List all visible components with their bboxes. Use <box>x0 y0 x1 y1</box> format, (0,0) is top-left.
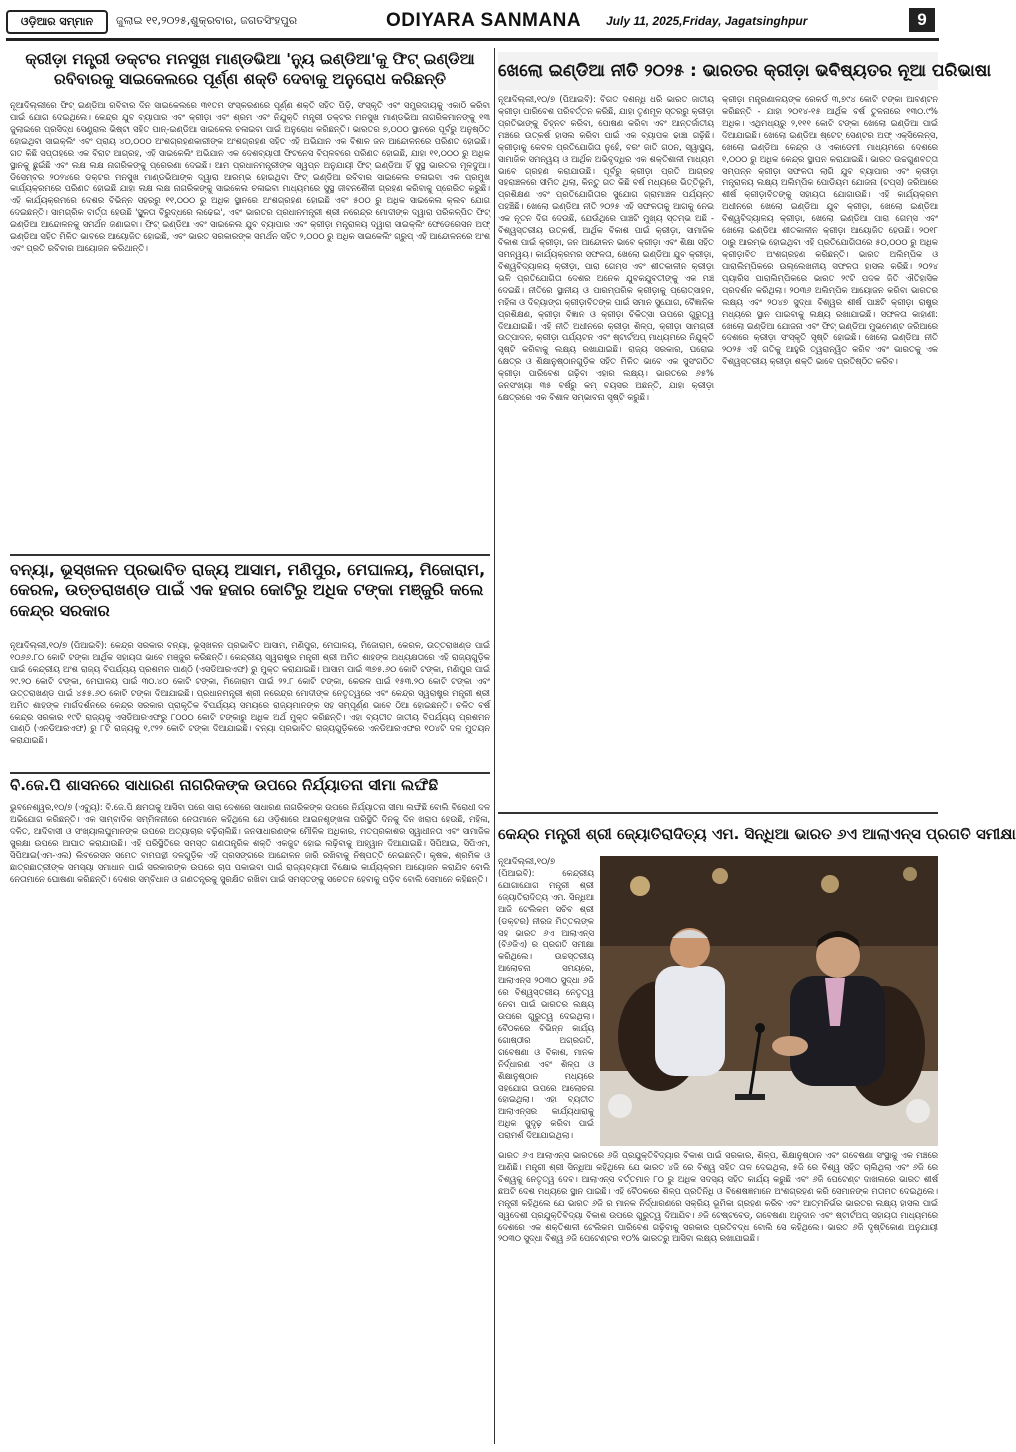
paper-logo: ଓଡ଼ିଆର ସମ୍ମାନ <box>6 10 108 34</box>
fit-india-body: ନୂଆଦିଲ୍ଲୀରେ ଫିଟ୍ ଇଣ୍ଡିଆ ରବିବାର ଦିନ ସାଇକେଲରେ ୩୧ତମ ସଂସ୍କରଣରେ ପୂର୍ଣ୍ଣ ଶକ୍ତି ସହିତ ପିଡ଼ି, ସଂସ୍କୃତି ଏବଂ ସମ୍ପ୍ରଦାୟକୁ ଏକାଠି କରିବା ପାଇଁ ଯୋଗ ଦେଇଥିଲେ। କେନ୍ଦ୍ର ଯୁବ ବ୍ୟାପାର ଏବଂ କ୍ରୀଡ଼ା ଏବଂ ଶ୍ରମ ଏବଂ ନିଯୁକ୍ତି ମନ୍ତ୍ରୀ ଡକ୍ଟର ମନସୁଖ ମାଣ୍ଡଭିଆ ନାଗରିକମାନଙ୍କୁ ୧୩ ଜୁଲାଇରେ ପ୍ରସିଦ୍ଧ ସେଣ୍ଟ୍ରାଲ ଭିଷ୍ଟା ସହିତ ପାନ୍-ଇଣ୍ଡିଆ ସାଇକେଲ ଚଳାଇବା ପାଇଁ ଅନୁରୋଧ କରିଛନ୍ତି। ଭାରତର ୭,୦୦୦ ସ୍ଥାନରେ ପୂର୍ବରୁ ଅନୁଷ୍ଠିତ ହୋଇଥିବା ସାଇକ୍ଲିଂ ଏବଂ ପ୍ରାୟ ୪୦,୦୦୦ ଅଂଶଗ୍ରହଣକାରୀଙ୍କ ଅଂଶଗ୍ରହଣ ସହିତ ଏହି ଅଭିଯାନ ଏକ ବିଶାଳ ଜନ ଆନ୍ଦୋଳନରେ ପରିଣତ ହୋଇଛି। ଗତ କିଛି ସପ୍ତାହରେ ଏକ ବିରାଟ ଆଗ୍ରହ, ଏହି ସାଇକେଲିଂ ଅଭିଯାନ ଏକ ଦେଶବ୍ୟାପୀ ଫିଟନେସ ବିପ୍ଳବରେ ପରିଣତ ହୋଇଛି, ଯାହା ୧୧,୦୦୦ ରୁ ଅଧିକ ସ୍ଥାନକୁ ଛୁଇଁଛି ଏବଂ ଲକ୍ଷ ଲକ୍ଷ ନାଗରିକଙ୍କୁ ପ୍ରେରଣା ଦେଇଛି। ଆମ ପ୍ରଧାନମନ୍ତ୍ରୀଙ୍କ ସ୍ୱପ୍ନ ଅନୁଯାୟୀ ଫିଟ୍ ଇଣ୍ଡିଆ ହିଁ ସୁସ୍ଥ ଭାରତର ମୂଳଦୁଆ। ଡିସେମ୍ବର ୨୦୨୪ରେ ଡକ୍ଟର ମନସୁଖ ମାଣ୍ଡଭିଆଙ୍କ ଦ୍ୱାରା ଆରମ୍ଭ ହୋଇଥିବା ଫିଟ୍ ଇଣ୍ଡିଆ ରବିବାର ସାଇକେଲ ଚଳାଇବା ଏକ ପ୍ରମୁଖ କାର୍ଯ୍ୟକ୍ରମରେ ପରିଣତ ହୋଇଛି ଯାହା ଲକ୍ଷ ଲକ୍ଷ ନାଗରିକଙ୍କୁ ସାଇକେଲ ଚଳାଇବା ମାଧ୍ୟମରେ ସୁସ୍ଥ ଜୀବନଶୈଳୀ ଗ୍ରହଣ କରିବାକୁ ପ୍ରେରିତ କରୁଛି। ଏହି କାର୍ଯ୍ୟକ୍ରମରେ ଦେଶର ବିଭିନ୍ନ ସହରରୁ ୧୧,୦୦୦ ରୁ ଅଧିକ ସ୍ଥାନରେ ଅଂଶଗ୍ରହଣ ହୋଇଛି ଏବଂ ୫୦୦ ରୁ ଅଧିକ ସାଇକେଲ କ୍ଲବ ଯୋଗ ଦେଇଛନ୍ତି। ସାମଗ୍ରିକ ବାର୍ତ୍ତା ହେଉଛି 'ସ୍ଥୂଳତା ବିରୁଦ୍ଧରେ ଲଢେଇ', ଏବଂ ଭାରତର ପ୍ରଧାନମନ୍ତ୍ରୀ ଶ୍ରୀ ନରେନ୍ଦ୍ର ମୋଦୀଙ୍କ ଦ୍ୱାରା ପରିକଳ୍ପିତ ଫିଟ୍ ଇଣ୍ଡିଆ ଆନ୍ଦୋଳନକୁ ସମର୍ଥନ ଜଣାଇବା। ଫିଟ୍ ଇଣ୍ଡିଆ ଏବଂ ସାଇକେଲ ଯୁବ ବ୍ୟାପାର ଏବଂ କ୍ରୀଡ଼ା ମନ୍ତ୍ରାଳୟ ଦ୍ୱାରା ସାଇକ୍ଲିଂ ଫେଡେରେସନ ଅଫ୍ ଇଣ୍ଡିଆ ସହିତ ମିଳିତ ଭାବରେ ଆୟୋଜିତ ହୋଇଛି, ଏବଂ ଭାରତ ସରକାରଙ୍କ ସମର୍ଥନ ସହିତ ୨,୦୦୦ ରୁ ଅଧିକ ସାଇକେଲିଂ ଗ୍ରୁପ୍ ଏହି ଆନ୍ଦୋଳନରେ ଅଂଶ ଏବଂ ପ୍ରତି ରବିବାର ଆୟୋଜନ କରିଥାନ୍ତି। <box>10 100 490 254</box>
date-odia: ଜୁଲାଇ ୧୧,୨୦୨୫,ଶୁକ୍ରବାର, ଜଗତସିଂହପୁର <box>116 14 298 27</box>
column-rule <box>494 48 495 1444</box>
scindia-bottom <box>498 1150 938 1444</box>
khelo-india-col-right <box>722 94 938 784</box>
masthead <box>6 8 939 41</box>
khelo-india-headline-box <box>498 52 992 90</box>
khelo-india-col-left <box>498 94 714 784</box>
scindia-headline-box <box>498 818 1016 850</box>
scindia-side-col <box>498 856 594 1146</box>
story-flood-relief <box>10 560 490 770</box>
page-number: 9 <box>909 8 935 32</box>
bjp-headline: ବି.ଜେ.ପି ଶାସନରେ ସାଧାରଣ ନାଗରିକଙ୍କ ଉପରେ ନିର୍ଯ୍ୟାତନା ସୀମା ଲଙ୍ଘିଛି <box>10 776 439 794</box>
divider <box>498 812 938 814</box>
story-fit-india <box>10 50 490 550</box>
khelo-india-body-left: ନୂଆଦିଲ୍ଲୀ,୧୦/୭ (ପିଆଇବି): ବିଗତ ଦଶନ୍ଧି ଧରି ଭାରତ ଜାତୀୟ କ୍ରୀଡ଼ା ପାରିବେଶ ପରିବର୍ତ୍ତନ କରିଛି, ଯାହା ତୃଣମୂଳ ସ୍ତରରୁ କ୍ରୀଡ଼ା ପ୍ରତିଭାଙ୍କୁ ଚିହ୍ନଟ କରିବା, ପୋଷଣ କରିବା ଏବଂ ଆନ୍ତର୍ଜାତୀୟ ମଞ୍ଚରେ ଉତ୍କର୍ଷ ହାସଲ କରିବା ପାଇଁ ଏକ ବ୍ୟାପକ ଢାଞ୍ଚା ଗଢ଼ିଛି। କ୍ରୀଡ଼ାକୁ କେବଳ ପ୍ରତିଯୋଗିତା ନୁହେଁ, ବରଂ ଜାତି ଗଠନ, ସ୍ୱାସ୍ଥ୍ୟ, ସାମାଜିକ ସମନ୍ୱୟ ଓ ଆର୍ଥିକ ଅଭିବୃଦ୍ଧିର ଏକ ଶକ୍ତିଶାଳୀ ମାଧ୍ୟମ ଭାବେ ଗ୍ରହଣ କରାଯାଉଛି। ପୂର୍ବରୁ କ୍ରୀଡ଼ା ପ୍ରତି ଆଗ୍ରହ ସହରାଞ୍ଚଳରେ ସୀମିତ ଥିଲା, କିନ୍ତୁ ଗତ କିଛି ବର୍ଷ ମଧ୍ୟରେ ଭିତ୍ତିଭୂମି, ପ୍ରଶିକ୍ଷଣ ଏବଂ ପ୍ରତିଯୋଗିତାର ସୁଯୋଗ ଗ୍ରାମାଞ୍ଚଳ ପର୍ଯ୍ୟନ୍ତ ପହଞ୍ଚିଛି। ଖେଲୋ ଇଣ୍ଡିଆ ନୀତି ୨୦୨୫ ଏହି ସଫଳତାକୁ ଆଗକୁ ନେଇ ଏକ ନୂତନ ଦିଗ ଦେଉଛି, ଯେଉଁଥିରେ ପାଞ୍ଚଟି ମୁଖ୍ୟ ସ୍ତମ୍ଭ ଅଛି - ବିଶ୍ୱସ୍ତରୀୟ ଉତ୍କର୍ଷ, ଆର୍ଥିକ ବିକାଶ ପାଇଁ କ୍ରୀଡ଼ା, ସାମାଜିକ ବିକାଶ ପାଇଁ କ୍ରୀଡ଼ା, ଜନ ଆନ୍ଦୋଳନ ଭାବେ କ୍ରୀଡ଼ା ଏବଂ ଶିକ୍ଷା ସହିତ ସମନ୍ୱୟ। କାର୍ଯ୍ୟକ୍ରମର ସଫଳତା, ଖେଲୋ ଇଣ୍ଡିଆ ଯୁବ କ୍ରୀଡ଼ା, ବିଶ୍ୱବିଦ୍ୟାଳୟ କ୍ରୀଡ଼ା, ପାରା ଗେମ୍ସ ଏବଂ ଶୀତକାଳୀନ କ୍ରୀଡ଼ା ଭଳି ପ୍ରତିଯୋଗିତା ଦେଶର ଅନେକ ଯୁବକଯୁବତୀଙ୍କୁ ଏକ ମଞ୍ଚ ଦେଇଛି। ନୀତିରେ ସ୍ଥାନୀୟ ଓ ପାରମ୍ପରିକ କ୍ରୀଡ଼ାକୁ ପ୍ରୋତ୍ସାହନ, ମହିଳା ଓ ଦିବ୍ୟାଙ୍ଗ କ୍ରୀଡ଼ାବିତଙ୍କ ପାଇଁ ସମାନ ସୁଯୋଗ, ବୈଜ୍ଞାନିକ ପ୍ରଶିକ୍ଷଣ, କ୍ରୀଡ଼ା ବିଜ୍ଞାନ ଓ କ୍ରୀଡ଼ା ଚିକିତ୍ସା ଉପରେ ଗୁରୁତ୍ୱ ଦିଆଯାଇଛି। ଏହି ନୀତି ଅଧୀନରେ କ୍ରୀଡ଼ା ଶିଳ୍ପ, କ୍ରୀଡ଼ା ସାମଗ୍ରୀ ଉତ୍ପାଦନ, କ୍ରୀଡ଼ା ପର୍ଯ୍ୟଟନ ଏବଂ ଷ୍ଟାର୍ଟଅପ୍ ମାଧ୍ୟମରେ ନିଯୁକ୍ତି ସୃଷ୍ଟି କରିବାକୁ ଲକ୍ଷ୍ୟ ରଖାଯାଇଛି। ରାଜ୍ୟ ସରକାର, ଘରୋଇ କ୍ଷେତ୍ର ଓ ଶିକ୍ଷାନୁଷ୍ଠାନଗୁଡ଼ିକ ସହିତ ମିଳିତ ଭାବେ ଏକ ସୁସଂଗଠିତ କ୍ରୀଡ଼ା ପାରିବେଶ ଗଢ଼ିବା ଏହାର ଲକ୍ଷ୍ୟ। ଭାରତରେ ୬୫% ଜନସଂଖ୍ୟା ୩୫ ବର୍ଷରୁ କମ୍ ବୟସର ଅଛନ୍ତି, ଯାହା କ୍ରୀଡ଼ା କ୍ଷେତ୍ରରେ ଏକ ବିଶାଳ ସମ୍ଭାବନା ସୃଷ୍ଟି କରୁଛି। <box>498 94 714 403</box>
meeting-photo-art <box>600 856 938 1146</box>
divider <box>10 554 490 556</box>
flood-relief-body: ନୂଆଦିଲ୍ଲୀ,୧୦/୭ (ପିଆଇବି): କେନ୍ଦ୍ର ସରକାର ବନ୍ୟା, ଭୂସ୍ଖଳନ ପ୍ରଭାବିତ ଆସାମ, ମଣିପୁର, ମେଘାଳୟ, ମିଜୋରାମ, କେରଳ, ଉତ୍ତରାଖଣ୍ଡ ପାଇଁ ୧୦୬୬.୮୦ କୋଟି ଟଙ୍କା ଆର୍ଥିକ ସହାୟତା ଭାବେ ମଞ୍ଜୁର କରିଛନ୍ତି। କେନ୍ଦ୍ରୀୟ ସ୍ୱରାଷ୍ଟ୍ର ମନ୍ତ୍ରୀ ଶ୍ରୀ ଅମିତ ଶାହଙ୍କ ଅଧ୍ୟକ୍ଷତାରେ ଏହି ରାଜ୍ୟଗୁଡ଼ିକ ପାଇଁ କେନ୍ଦ୍ରୀୟ ଅଂଶ ରାଜ୍ୟ ବିପର୍ଯ୍ୟୟ ପ୍ରଶମନ ପାଣ୍ଠି (ଏସଡିଆରଏଫ) ରୁ ମୁକ୍ତ କରାଯାଇଛି। ଆସାମ ପାଇଁ ୩୭୫.୬୦ କୋଟି ଟଙ୍କା, ମଣିପୁର ପାଇଁ ୨୯.୨୦ କୋଟି ଟଙ୍କା, ମେଘାଳୟ ପାଇଁ ୩୦.୪୦ କୋଟି ଟଙ୍କା, ମିଜୋରାମ ପାଇଁ ୨୨.୮ କୋଟି ଟଙ୍କା, କେରଳ ପାଇଁ ୧୫୩.୨୦ କୋଟି ଟଙ୍କା ଏବଂ ଉତ୍ତରାଖଣ୍ଡ ପାଇଁ ୪୫୫.୬୦ କୋଟି ଟଙ୍କା ଦିଆଯାଇଛି। ପ୍ରଧାନମନ୍ତ୍ରୀ ଶ୍ରୀ ନରେନ୍ଦ୍ର ମୋଦୀଙ୍କ ନେତୃତ୍ୱରେ ଏବଂ କେନ୍ଦ୍ର ସ୍ୱରାଷ୍ଟ୍ର ମନ୍ତ୍ରୀ ଶ୍ରୀ ଅମିତ ଶାହଙ୍କ ମାର୍ଗଦର୍ଶନରେ କେନ୍ଦ୍ର ସରକାର ପ୍ରାକୃତିକ ବିପର୍ଯ୍ୟୟ ସମୟରେ ରାଜ୍ୟମାନଙ୍କ ସହ ସମ୍ପୂର୍ଣ୍ଣ ଭାବେ ଠିଆ ହୋଇଛନ୍ତି। ଚଳିତ ବର୍ଷ କେନ୍ଦ୍ର ସରକାର ୧୯ଟି ରାଜ୍ୟକୁ ଏସଡିଆରଏଫରୁ ୮୦୦୦ କୋଟି ଟଙ୍କାରୁ ଅଧିକ ଅର୍ଥ ମୁକ୍ତ କରିଛନ୍ତି। ଏହା ବ୍ୟତୀତ ଜାତୀୟ ବିପର୍ଯ୍ୟୟ ପ୍ରଶମନ ପାଣ୍ଠି (ଏନଡିଆରଏଫ) ରୁ ୮ଟି ରାଜ୍ୟକୁ ୧,୯୨୨ କୋଟି ଟଙ୍କା ଦିଆଯାଇଛି। ବନ୍ୟା ପ୍ରଭାବିତ ରାଜ୍ୟଗୁଡ଼ିକରେ ଏନଡିଆରଏଫର ୧୦୪ଟି ଦଳ ମୁତୟନ କରାଯାଇଛି। <box>10 640 490 746</box>
meeting-photo <box>600 856 938 1146</box>
bjp-body: ଭୁବନେଶ୍ୱର,୧୦/୭ (ଏବ୍ୟୁ): ବି.ଜେ.ପି କ୍ଷମତାକୁ ଆସିବା ପରେ ସାରା ଦେଶରେ ସାଧାରଣ ନାଗରିକଙ୍କ ଉପରେ ନିର୍ଯ୍ୟାତନା ସୀମା ଲଙ୍ଘିଛି ବୋଲି ବିରୋଧୀ ଦଳ ଅଭିଯୋଗ କରିଛନ୍ତି। ଏକ ସାମ୍ବାଦିକ ସମ୍ମିଳନୀରେ ନେତାମାନେ କହିଥିଲେ ଯେ ଓଡ଼ିଶାରେ ଆଇନଶୃଙ୍ଖଳା ପରିସ୍ଥିତି ଦିନକୁ ଦିନ ଖରାପ ହେଉଛି, ମହିଳା, ଦଳିତ, ଆଦିବାସୀ ଓ ସଂଖ୍ୟାଲଘୁମାନଙ୍କ ଉପରେ ଅତ୍ୟାଚାର ବଢ଼ିଚାଲିଛି। ଜନସାଧାରଣଙ୍କ ମୌଳିକ ଅଧିକାର, ମତପ୍ରକାଶର ସ୍ୱାଧୀନତା ଏବଂ ସାମାଜିକ ସୁରକ୍ଷା ଉପରେ ଆଘାତ କରାଯାଉଛି। ଏହି ପରିସ୍ଥିତିରେ ସମସ୍ତ ଗଣତାନ୍ତ୍ରିକ ଶକ୍ତି ଏକଜୁଟ ହୋଇ ଲଢ଼ିବାକୁ ଆହ୍ୱାନ ଦିଆଯାଇଛି। ସିପିଆଇ, ସିପିଏମ, ସିପିଆଇ(ଏମ-ଏଲ) ଲିବରେସନ ସମେତ ବାମପନ୍ଥୀ ଦଳଗୁଡ଼ିକ ଏହି ପ୍ରସଙ୍ଗରେ ଆନ୍ଦୋଳନ ଜାରି ରଖିବାକୁ ନିଷ୍ପତ୍ତି ନେଇଛନ୍ତି। କୃଷକ, ଶ୍ରମିକ ଓ ଛାତ୍ରଛାତ୍ରୀଙ୍କ ସମସ୍ୟା ସମାଧାନ ପାଇଁ ସରକାରଙ୍କ ଉପରେ ଚାପ ପକାଇବା ପାଇଁ ରାଜ୍ୟବ୍ୟାପୀ ବିକ୍ଷୋଭ କାର୍ଯ୍ୟକ୍ରମ ଆୟୋଜନ କରାଯିବ ବୋଲି ନେତାମାନେ ଘୋଷଣା କରିଛନ୍ତି। ଦେଶର ସମ୍ବିଧାନ ଓ ଗଣତନ୍ତ୍ରକୁ ସୁରକ୍ଷିତ ରଖିବା ପାଇଁ ସମସ୍ତଙ୍କୁ ସଚେତନ ହେବାକୁ ପଡ଼ିବ ବୋଲି ସେମାନେ କହିଛନ୍ତି। <box>10 802 490 884</box>
khelo-india-body-right: କ୍ରୀଡ଼ା ମନ୍ତ୍ରଣାଳୟଙ୍କ ରେକର୍ଡ ୩,୭୯୪ କୋଟି ଟଙ୍କା ଆବଣ୍ଟନ କରିଛନ୍ତି - ଯାହା ୨୦୧୪-୧୫ ଆର୍ଥିକ ବର୍ଷ ତୁଳନାରେ ୧୩୦.୯% ଅଧିକ। ଏଥିମଧ୍ୟରୁ ୨,୧୧୧ କୋଟି ଟଙ୍କା ଖେଲୋ ଇଣ୍ଡିଆ ପାଇଁ ଦିଆଯାଇଛି। ଖେଲୋ ଇଣ୍ଡିଆ ଷ୍ଟେଟ୍ ସେଣ୍ଟର ଅଫ୍ ଏକ୍ସିଲେନ୍ସ, ଖେଲୋ ଇଣ୍ଡିଆ କେନ୍ଦ୍ର ଓ ଏକାଡେମୀ ମାଧ୍ୟମରେ ଦେଶରେ ୧,୦୦୦ ରୁ ଅଧିକ କେନ୍ଦ୍ର ସ୍ଥାପନ କରାଯାଇଛି। ଭାରତ ଉଚ୍ଚଗୁଣବତ୍ତା ସମ୍ପନ୍ନ କ୍ରୀଡ଼ା ସଫଳତା ଲାଗି ଯୁବ ବ୍ୟାପାର ଏବଂ କ୍ରୀଡ଼ା ମନ୍ତ୍ରାଳୟ ଲକ୍ଷ୍ୟ ଅଲିମ୍ପିକ ପୋଡିୟମ ଯୋଜନା (ଟପ୍ସ) ଜରିଆରେ ଶୀର୍ଷ କ୍ରୀଡ଼ାବିତଙ୍କୁ ସହାୟତା ଯୋଗାଉଛି। ଏହି କାର୍ଯ୍ୟକ୍ରମ ଅଧୀନରେ ଖେଲୋ ଇଣ୍ଡିଆ ଯୁବ କ୍ରୀଡ଼ା, ଖେଲୋ ଇଣ୍ଡିଆ ବିଶ୍ୱବିଦ୍ୟାଳୟ କ୍ରୀଡ଼ା, ଖେଲୋ ଇଣ୍ଡିଆ ପାରା ଗେମ୍ସ ଏବଂ ଖେଲୋ ଇଣ୍ଡିଆ ଶୀତକାଳୀନ କ୍ରୀଡ଼ା ଆୟୋଜିତ ହେଉଛି। ୨୦୧୮ ଠାରୁ ଆରମ୍ଭ ହୋଇଥିବା ଏହି ପ୍ରତିଯୋଗିତାରେ ୫୦,୦୦୦ ରୁ ଅଧିକ କ୍ରୀଡ଼ାବିତ ଅଂଶଗ୍ରହଣ କରିଛନ୍ତି। ଭାରତ ଅଲିମ୍ପିକ ଓ ପାରାଲିମ୍ପିକରେ ଉଲ୍ଲେଖନୀୟ ସଫଳତା ହାସଲ କରିଛି। ୨୦୨୪ ପ୍ୟାରିସ ପାରାଲିମ୍ପିକରେ ଭାରତ ୨୯ଟି ପଦକ ଜିତି ଐତିହାସିକ ପ୍ରଦର୍ଶନ କରିଥିଲା। ୨୦୩୬ ଅଲିମ୍ପିକ ଆୟୋଜନ କରିବା ଭାରତର ଲକ୍ଷ୍ୟ ଏବଂ ୨୦୪୭ ସୁଦ୍ଧା ବିଶ୍ୱର ଶୀର୍ଷ ପାଞ୍ଚଟି କ୍ରୀଡ଼ା ରାଷ୍ଟ୍ର ମଧ୍ୟରେ ସ୍ଥାନ ପାଇବାକୁ ଲକ୍ଷ୍ୟ ରଖାଯାଇଛି। ସଫଳତା କାହାଣୀ: ଖେଲୋ ଇଣ୍ଡିଆ ଯୋଜନା ଏବଂ ଫିଟ୍ ଇଣ୍ଡିଆ ମୁଭମେଣ୍ଟ ଜରିଆରେ ଦେଶରେ କ୍ରୀଡ଼ା ସଂସ୍କୃତି ସୃଷ୍ଟି ହୋଇଛି। ଖେଲୋ ଇଣ୍ଡିଆ ନୀତି ୨୦୨୫ ଏହି ଗତିକୁ ଆହୁରି ତ୍ୱରାନ୍ୱିତ କରିବ ଏବଂ ଭାରତକୁ ଏକ ବିଶ୍ୱସ୍ତରୀୟ କ୍ରୀଡ଼ା ଶକ୍ତି ଭାବେ ପ୍ରତିଷ୍ଠିତ କରିବ। <box>722 94 938 367</box>
paper-title: ODIYARA SANMANA <box>386 10 582 31</box>
divider <box>10 772 490 774</box>
khelo-india-headline: ଖେଲୋ ଇଣ୍ଡିଆ ନୀତି ୨୦୨୫ : ଭାରତର କ୍ରୀଡ଼ା ଭବିଷ୍ୟତର ନୂଆ ପରିଭାଷା <box>498 61 992 81</box>
fit-india-headline: କ୍ରୀଡ଼ା ମନ୍ତ୍ରୀ ଡକ୍ଟର ମନସୁଖ ମାଣ୍ଡଭିଆ 'ନ୍ୟୁ ଇଣ୍ଡିଆ'କୁ ଫିଟ୍ ଇଣ୍ଡିଆ ରବିବାରକୁ ସାଇକେଲରେ ପୂର୍ଣ୍ଣ ଶକ୍ତି ଦେବାକୁ ଅନୁରୋଧ କରିଛନ୍ତି <box>25 50 475 88</box>
flood-relief-headline: ବନ୍ୟା, ଭୂସ୍ଖଳନ ପ୍ରଭାବିତ ରାଜ୍ୟ ଆସାମ, ମଣିପୁର, ମେଘାଳୟ, ମିଜୋରାମ, କେରଳ, ଉତ୍ତରାଖଣ୍ଡ ପାଇଁ ଏକ ହଜାର କୋଟିରୁ ଅଧିକ ଟଙ୍କା ମଞ୍ଜୁରି କଲେ କେନ୍ଦ୍ର ସରକାର <box>10 560 486 620</box>
story-bjp <box>10 776 490 1444</box>
scindia-headline: କେନ୍ଦ୍ର ମନ୍ତ୍ରୀ ଶ୍ରୀ ଜ୍ୟୋତିରାଦିତ୍ୟ ଏମ. ସିନ୍ଧିଆ ଭାରତ ୬ଏ ଆଲାଏନ୍ସ ପ୍ରଗତି ସମୀକ୍ଷା <box>498 825 1016 843</box>
scindia-body-bottom: ଭାରତ ୬ଏ ଆଲାଏନ୍ସ ଭାରତରେ ୬ଜି ପ୍ରଯୁକ୍ତିବିଦ୍ୟାର ବିକାଶ ପାଇଁ ସରକାର, ଶିଳ୍ପ, ଶିକ୍ଷାନୁଷ୍ଠାନ ଏବଂ ଗବେଷଣା ସଂସ୍ଥାକୁ ଏକ ମଞ୍ଚରେ ଆଣିଛି। ମନ୍ତ୍ରୀ ଶ୍ରୀ ସିନ୍ଧିଆ କହିଥିଲେ ଯେ ଭାରତ ୪ଜି ରେ ବିଶ୍ୱ ସହିତ ତାଳ ଦେଇଥିଲା, ୫ଜି ରେ ବିଶ୍ୱ ସହିତ ଚାଲିଥିଲା ଏବଂ ୬ଜି ରେ ବିଶ୍ୱକୁ ନେତୃତ୍ୱ ଦେବ। ଆଲାଏନ୍ସ ବର୍ତ୍ତମାନ ୮୦ ରୁ ଅଧିକ ସଦସ୍ୟ ସହିତ କାର୍ଯ୍ୟ କରୁଛି ଏବଂ ୬ଜି ପେଟେଣ୍ଟ ଦାଖଲରେ ଭାରତ ଶୀର୍ଷ ଛଅଟି ଦେଶ ମଧ୍ୟରେ ସ୍ଥାନ ପାଇଛି। ଏହି ବୈଠକରେ ଶିଳ୍ପ ପ୍ରତିନିଧି ଓ ବିଶେଷଜ୍ଞମାନେ ଅଂଶଗ୍ରହଣ କରି ସେମାନଙ୍କ ମତାମତ ଦେଇଥିଲେ। ମନ୍ତ୍ରୀ କହିଥିଲେ ଯେ ଭାରତ ୬ଜି ର ମାନକ ନିର୍ଦ୍ଧାରଣରେ ସକ୍ରିୟ ଭୂମିକା ଗ୍ରହଣ କରିବ ଏବଂ ଆତ୍ମନିର୍ଭର ଭାରତର ଲକ୍ଷ୍ୟ ହାସଲ ପାଇଁ ସ୍ୱଦେଶୀ ପ୍ରଯୁକ୍ତିବିଦ୍ୟା ବିକାଶ ଉପରେ ଗୁରୁତ୍ୱ ଦିଆଯିବ। ୬ଜି ଟେଷ୍ଟବେଡ୍, ଗବେଷଣା ଅନୁଦାନ ଏବଂ ଷ୍ଟାର୍ଟଅପ୍ ସହାୟତା ମାଧ୍ୟମରେ ଦେଶରେ ଏକ ଶକ୍ତିଶାଳୀ ଟେଲିକମ ପାରିବେଶ ଗଢ଼ିବାକୁ ସରକାର ପ୍ରତିବଦ୍ଧ ବୋଲି ସେ କହିଥିଲେ। ଭାରତ ୬ଜି ଦୃଷ୍ଟିକୋଣ ଅନୁଯାୟୀ ୨୦୩୦ ସୁଦ୍ଧା ବିଶ୍ୱ ୬ଜି ପେଟେଣ୍ଟର ୧୦% ଭାରତରୁ ଆସିବା ଲକ୍ଷ୍ୟ ରଖାଯାଇଛି। <box>498 1150 938 1244</box>
scindia-body-side: ନୂଆଦିଲ୍ଲୀ,୧୦/୭ (ପିଆଇବି): କେନ୍ଦ୍ରୀୟ ଯୋଗାଯୋଗ ମନ୍ତ୍ରୀ ଶ୍ରୀ ଜ୍ୟୋତିରାଦିତ୍ୟ ଏମ. ସିନ୍ଧିଆ ଆଜି ଟେଲିକମ ସଚିବ ଶ୍ରୀ (ଡକ୍ଟର) ନୀରଜ ମିତ୍ତଲଙ୍କ ସହ ଭାରତ ୬ଏ ଆଲାଏନ୍ସ (ବି୬ଜିଏ) ର ପ୍ରଗତି ସମୀକ୍ଷା କରିଥିଲେ। ଉଚ୍ଚସ୍ତରୀୟ ଆଲୋଚନା ସମୟରେ, ଆଲାଏନ୍ସ ୨୦୩୦ ସୁଦ୍ଧା ୬ଜି ରେ ବିଶ୍ୱସ୍ତରୀୟ ନେତୃତ୍ୱ ନେବା ପାଇଁ ଭାରତର ଲକ୍ଷ୍ୟ ଉପରେ ଗୁରୁତ୍ୱ ଦେଇଥିଲା। ବୈଠକରେ ବିଭିନ୍ନ କାର୍ଯ୍ୟ ଗୋଷ୍ଠୀର ଅଗ୍ରଗତି, ଗବେଷଣା ଓ ବିକାଶ, ମାନକ ନିର୍ଦ୍ଧାରଣ ଏବଂ ଶିଳ୍ପ ଓ ଶିକ୍ଷାନୁଷ୍ଠାନ ମଧ୍ୟରେ ସହଯୋଗ ଉପରେ ଆଲୋଚନା ହୋଇଥିଲା। ଏହା ବ୍ୟତୀତ ଆଲାଏନ୍ସର କାର୍ଯ୍ୟଧାରାକୁ ଅଧିକ ସୁଦୃଢ଼ କରିବା ପାଇଁ ପରାମର୍ଶ ଦିଆଯାଇଥିଲା। <box>498 856 594 1141</box>
date-english: July 11, 2025,Friday, Jagatsinghpur <box>606 14 808 28</box>
